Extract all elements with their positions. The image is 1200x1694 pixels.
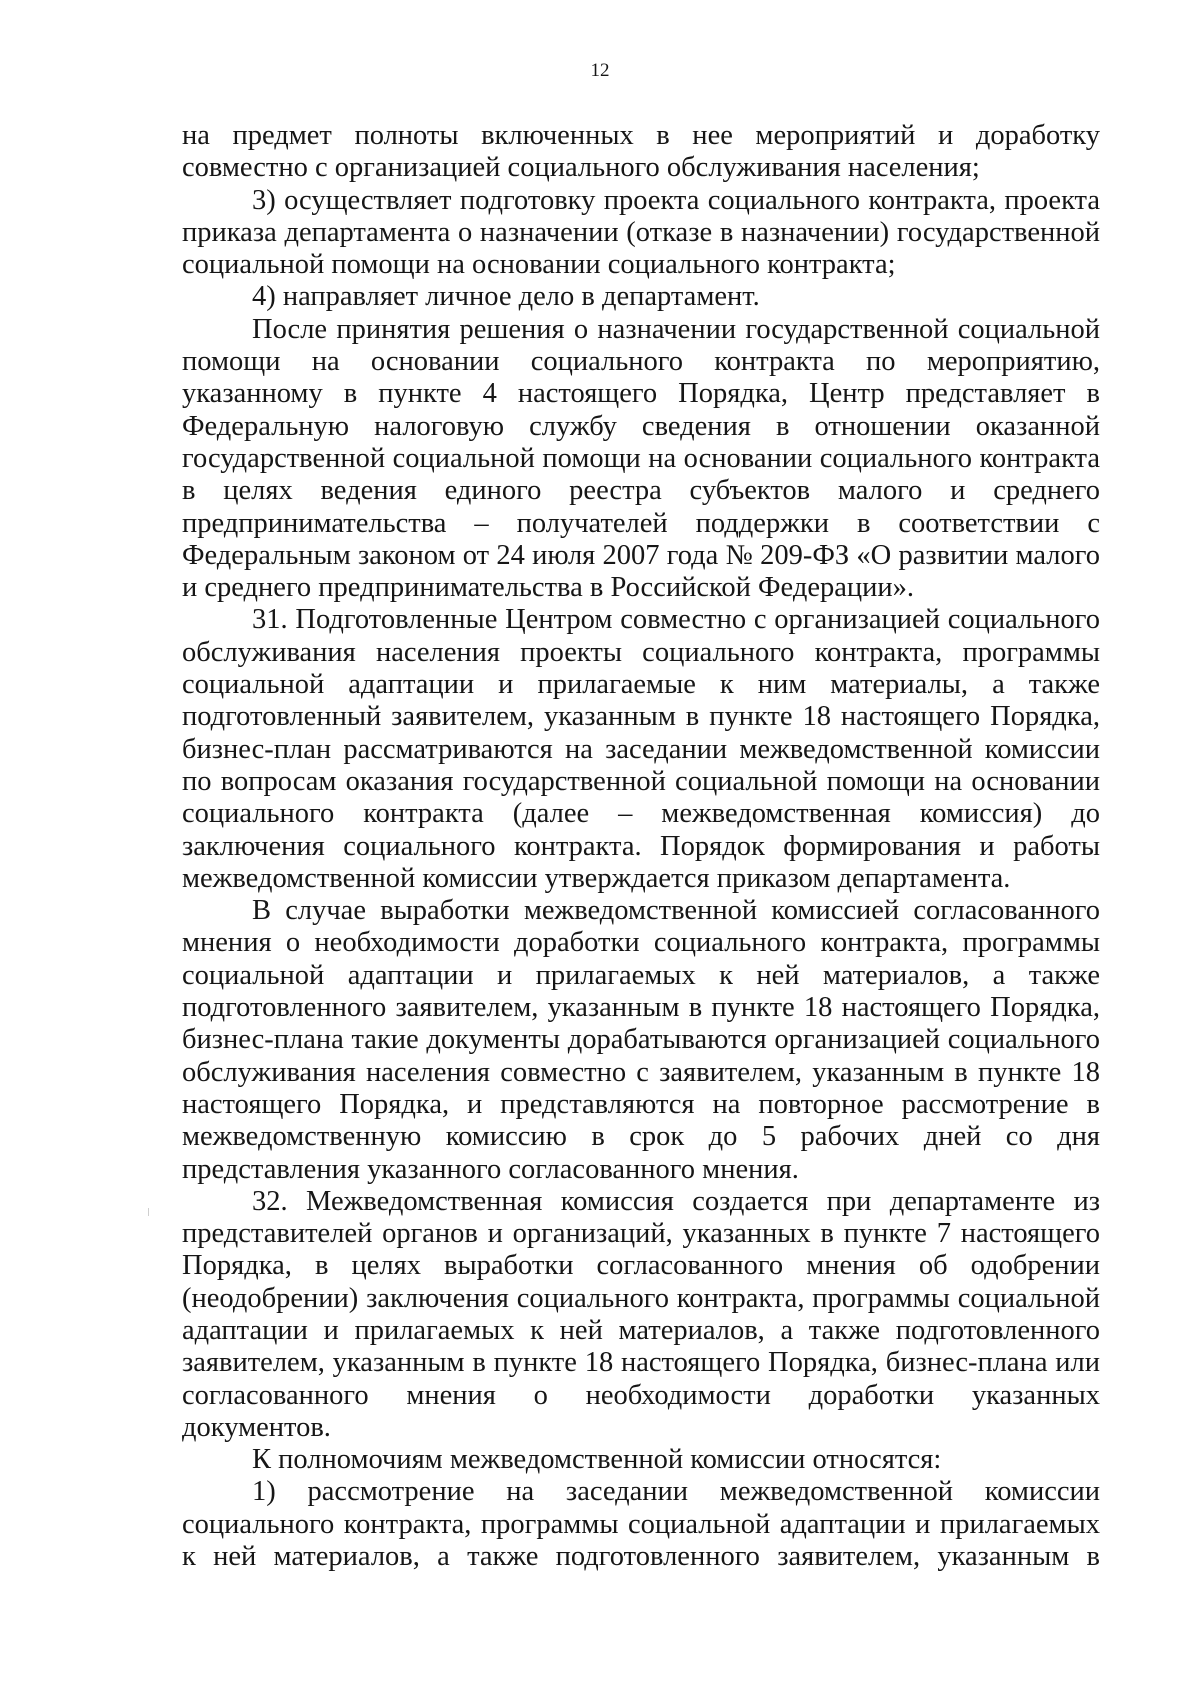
document-body: [182, 120, 1100, 1573]
paragraph-tax-service: После принятия решения о назначении государственной социальной помощи на основании социального контракта по мероприятию, указанному в пункте 4 настоящего Порядка, Центр представляет в Федеральную налоговую службу сведения в отношении оказанной государственной социальной помощи на основании социального контракта в целях ведения единого реестра субъектов малого и среднего предпринимательства – получателей поддержки в соответствии с Федеральным законом от 24 июля 2007 года № 209-ФЗ «О развитии малого и среднего предпринимательства в Российской Федерации».: [182, 313, 1100, 604]
list-item-1: 1) рассмотрение на заседании межведомственной комиссии социального контракта, программы социальной адаптации и прилагаемых к ней материалов, а также подготовленного заявителем, указанным в: [182, 1476, 1100, 1573]
list-item-3: 3) осуществляет подготовку проекта социального контракта, проекта приказа департамента о назначении (отказе в назначении) государственной социальной помощи на основании социального контракта;: [182, 184, 1100, 281]
paragraph-continuation: на предмет полноты включенных в нее мероприятий и доработку совместно с организацией социального обслуживания населения;: [182, 120, 1100, 184]
paragraph-item-31: 31. Подготовленные Центром совместно с организацией социального обслуживания населения проекты социального контракта, программы социальной адаптации и прилагаемые к ним материалы, а также подготовленный заявителем, указанным в пункте 18 настоящего Порядка, бизнес-план рассматриваются на заседании межведомственной комиссии по вопросам оказания государственной социальной помощи на основании социального контракта (далее – межведомственная комиссия) до заключения социального контракта. Порядок формирования и работы межведомственной комиссии утверждается приказом департамента.: [182, 604, 1100, 894]
paragraph-item-32: 32. Межведомственная комиссия создается при департаменте из представителей органов и организаций, указанных в пункте 7 настоящего Порядка, в целях выработки согласованного мнения об одобрении (неодобрении) заключения социального контракта, программы социальной адаптации и прилагаемых к ней материалов, а также подготовленного заявителем, указанным в пункте 18 настоящего Порядка, бизнес-плана или согласованного мнения о необходимости доработки указанных документов.: [182, 1185, 1100, 1443]
paragraph-revision: В случае выработки межведомственной комиссией согласованного мнения о необходимости доработки социального контракта, программы социальной адаптации и прилагаемых к ней материалов, а также подготовленного заявителем, указанным в пункте 18 настоящего Порядка, бизнес-плана такие документы дорабатываются организацией социального обслуживания населения совместно с заявителем, указанным в пункте 18 настоящего Порядка, и представляются на повторное рассмотрение в межведомственную комиссию в срок до 5 рабочих дней со дня представления указанного согласованного мнения.: [182, 895, 1100, 1185]
scan-margin-mark: [148, 1208, 149, 1216]
paragraph-commission-powers: К полномочиям межведомственной комиссии относятся:: [252, 1444, 942, 1476]
page-number: 12: [590, 60, 610, 81]
list-item-4: 4) направляет личное дело в департамент.: [252, 281, 760, 313]
